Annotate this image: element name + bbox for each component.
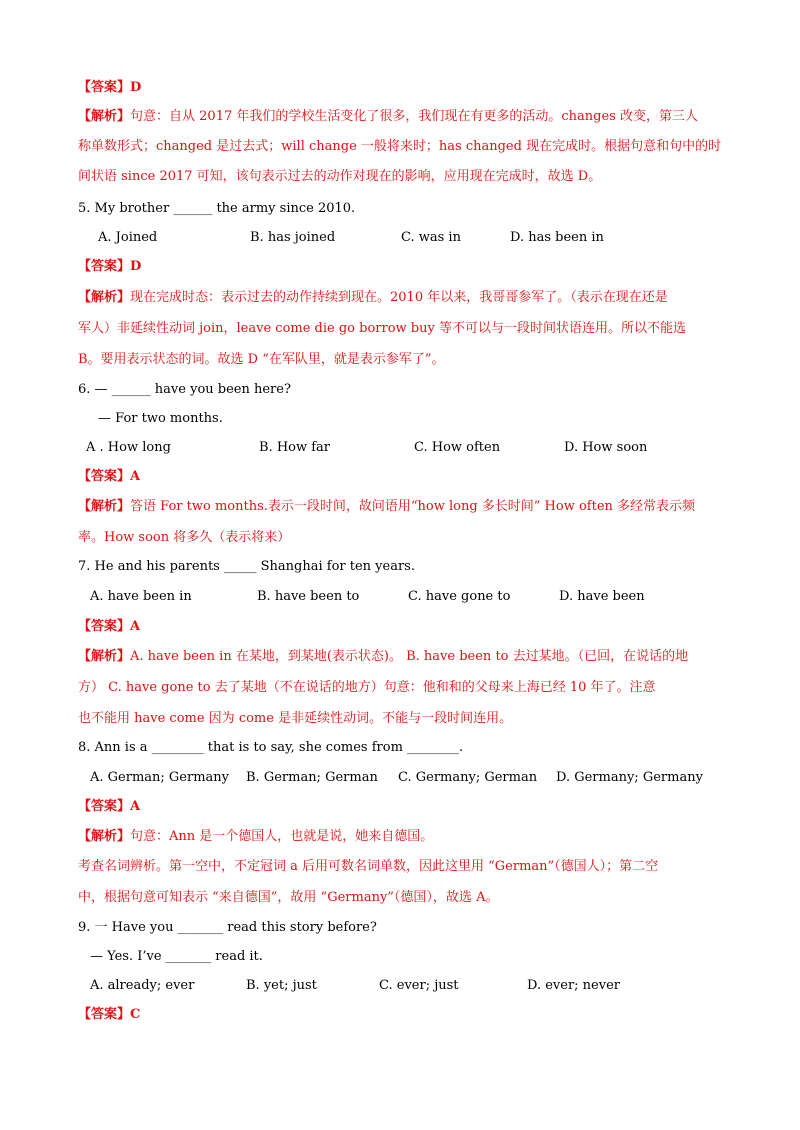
analysis-line: 称单数形式；changed 是过去式；will change 一般将来时；has changed 现在完成时。根据句意和句中的时 xyxy=(78,139,722,154)
analysis-text: 句意：Ann 是一个德国人，也就是说，她来自德国。 xyxy=(130,829,434,844)
analysis-line xyxy=(78,828,433,846)
analysis-line xyxy=(78,648,688,666)
analysis-tag: 【解析】 xyxy=(78,290,131,305)
analysis-line xyxy=(78,498,695,516)
question-6-reply: — For two months. xyxy=(98,411,223,426)
analysis-tag: 【解析】 xyxy=(78,499,131,514)
analysis-text: 答语 For two months.表示一段时间，故问语用“how long 多长时间” How often 多经常表示频 xyxy=(130,499,696,514)
question-9-reply: — Yes. I’ve _______ read it. xyxy=(90,949,263,964)
answer-tag: 【答案】 xyxy=(78,80,131,95)
analysis-line: 中，根据句意可知表示 “来自德国”，故用 “Germany”（德国），故选 A。 xyxy=(78,890,499,905)
q9-option-b: B. yet; just xyxy=(246,978,317,993)
answer-value: A xyxy=(130,799,141,814)
q6-option-a: A . How long xyxy=(86,440,171,455)
answer-tag: 【答案】 xyxy=(78,799,131,814)
analysis-line: B。要用表示状态的词。故选 D “在军队里，就是表示参军了”。 xyxy=(78,352,445,367)
q6-option-c: C. How often xyxy=(414,440,501,455)
question-6: 6. — ______ have you been here? xyxy=(78,382,291,397)
q8-option-c: C. Germany; German xyxy=(398,770,538,785)
analysis-tag: 【解析】 xyxy=(78,829,131,844)
question-8: 8. Ann is a ________ that is to say, she comes from ________. xyxy=(78,740,464,755)
analysis-text: A. have been in 在某地，到某地(表示状态)。 B. have been to 去过某地。（已回，在说话的地 xyxy=(130,649,689,664)
q9-option-c: C. ever; just xyxy=(379,978,459,993)
answer-value: A xyxy=(130,619,141,634)
analysis-line: 也不能用 have come 因为 come 是非延续性动词。不能与一段时间连用。 xyxy=(78,711,513,726)
q7-option-d: D. have been xyxy=(559,589,645,604)
analysis-text: 句意：自从 2017 年我们的学校生活变化了很多，我们现在有更多的活动。changes 改变，第三人 xyxy=(130,109,698,124)
analysis-line: 间状语 since 2017 可知，该句表示过去的动作对现在的影响，应用现在完成时，故选 D。 xyxy=(78,169,602,184)
q9-option-d: D. ever; never xyxy=(527,978,620,993)
analysis-line xyxy=(78,108,698,126)
analysis-text: 现在完成时态：表示过去的动作持续到现在。2010 年以来，我哥哥参军了。（表示在现在还是 xyxy=(130,290,668,305)
q6-option-b: B. How far xyxy=(259,440,331,455)
analysis-tag: 【解析】 xyxy=(78,109,131,124)
analysis-line: 率。How soon 将多久（表示将来） xyxy=(78,530,291,545)
q5-option-c: C. was in xyxy=(401,230,461,245)
answer-value: C xyxy=(130,1007,141,1022)
answer-line xyxy=(78,618,140,636)
analysis-line xyxy=(78,289,668,307)
answer-value: D xyxy=(130,80,142,95)
answer-tag: 【答案】 xyxy=(78,1007,131,1022)
q9-option-a: A. already; ever xyxy=(90,978,195,993)
answer-line xyxy=(78,798,140,816)
analysis-line: 考查名词辨析。第一空中，不定冠词 a 后用可数名词单数，因此这里用 “German”（德国人）；第二空 xyxy=(78,859,659,874)
q7-option-c: C. have gone to xyxy=(408,589,511,604)
answer-value: A xyxy=(130,469,141,484)
analysis-line: 军人）非延续性动词 join，leave come die go borrow buy 等不可以与一段时间状语连用。所以不能选 xyxy=(78,321,686,336)
question-9: 9. 一 Have you _______ read this story before? xyxy=(78,920,377,935)
answer-tag: 【答案】 xyxy=(78,619,131,634)
answer-tag: 【答案】 xyxy=(78,259,131,274)
q6-option-d: D. How soon xyxy=(564,440,648,455)
answer-value: D xyxy=(130,259,142,274)
question-5: 5. My brother ______ the army since 2010. xyxy=(78,201,356,216)
analysis-tag: 【解析】 xyxy=(78,649,131,664)
q7-option-b: B. have been to xyxy=(257,589,360,604)
answer-line xyxy=(78,79,141,97)
analysis-line: 方） C. have gone to 去了某地（不在说话的地方）句意：他和和的父母来上海已经 10 年了。注意 xyxy=(78,680,656,695)
q5-option-d: D. has been in xyxy=(510,230,604,245)
answer-line xyxy=(78,468,140,486)
q5-option-a: A. Joined xyxy=(98,230,158,245)
q5-option-b: B. has joined xyxy=(250,230,336,245)
answer-line xyxy=(78,1006,140,1024)
q7-option-a: A. have been in xyxy=(90,589,192,604)
answer-line xyxy=(78,258,141,276)
q8-option-b: B. German; German xyxy=(246,770,378,785)
q8-option-a: A. German; Germany xyxy=(90,770,229,785)
question-7: 7. He and his parents _____ Shanghai for ten years. xyxy=(78,559,415,574)
answer-tag: 【答案】 xyxy=(78,469,131,484)
q8-option-d: D. Germany; Germany xyxy=(556,770,703,785)
